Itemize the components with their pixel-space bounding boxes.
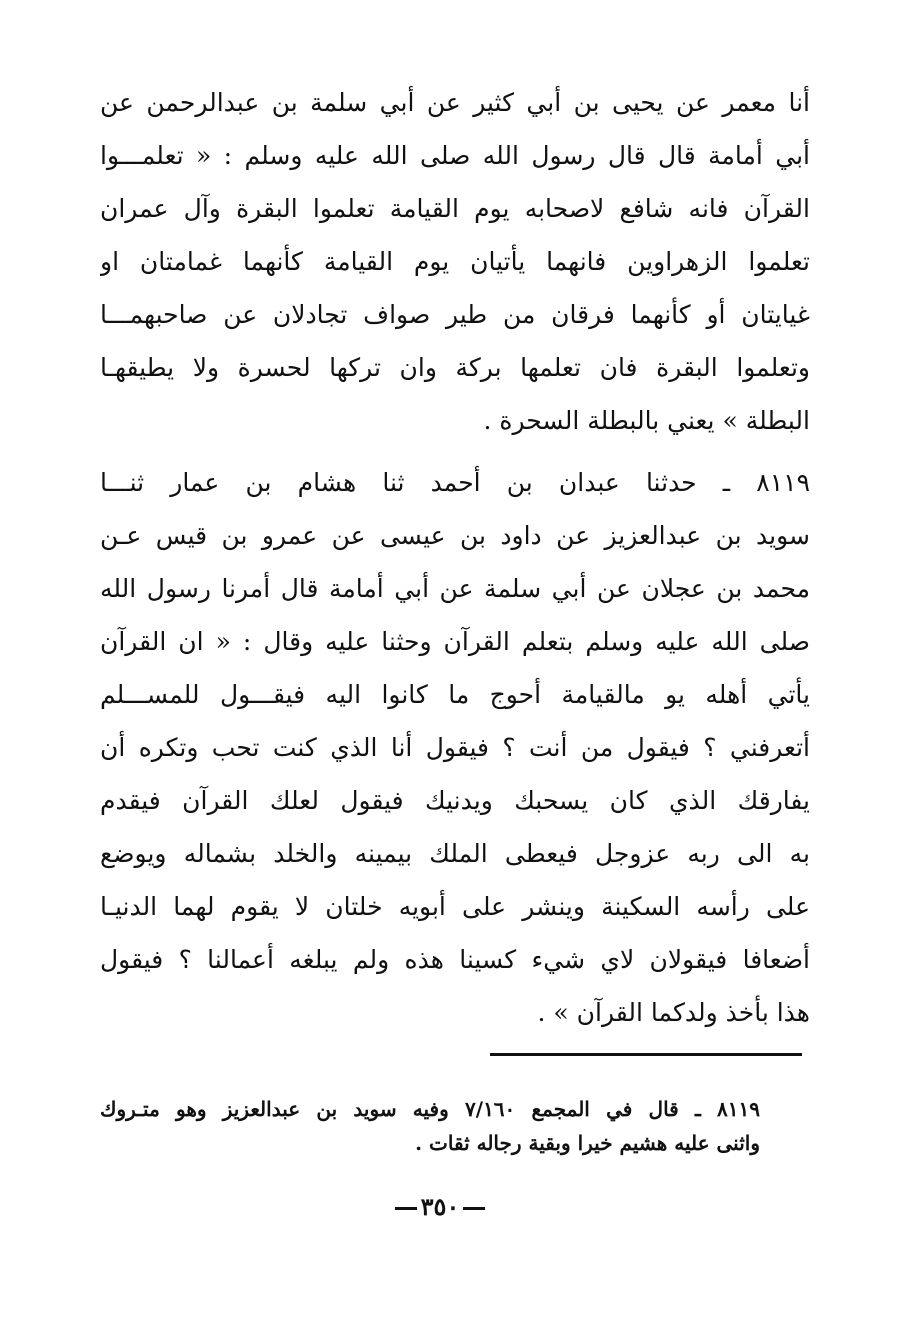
text-line: القرآن فانه شافع لاصحابه يوم القيامة تعلموا البقرة وآل عمران [100, 194, 810, 223]
page-number-value: ٣٥٠ [420, 1192, 460, 1221]
text-line: هذا بأخذ ولدكما القرآن » . [537, 998, 810, 1027]
page-number-dash-left [395, 1207, 417, 1210]
text-line: أنا معمر عن يحيى بن أبي كثير عن أبي سلمة بن عبدالرحمن عن [100, 88, 810, 117]
text-line: البطلة » يعني بالبطلة السحرة . [483, 406, 810, 435]
text-line: ٨١١٩ ـ حدثنا عبدان بن أحمد ثنا هشام بن عمار ثنـــا [100, 468, 810, 497]
footnote-line: واثنى عليه هشيم خيرا وبقية رجاله ثقات . [415, 1131, 760, 1155]
text-line: سويد بن عبدالعزيز عن داود بن عيسى عن عمرو بن قيس عـن [100, 521, 810, 550]
text-line: به الى ربه عزوجل فيعطى الملك بيمينه والخلد بشماله ويوضع [100, 839, 810, 868]
paragraph-hadith-8118-end [100, 76, 810, 447]
footnote [100, 1092, 760, 1160]
paragraph-hadith-8119 [100, 456, 810, 1039]
text-line: غيايتان أو كأنهما فرقان من طير صواف تجادلان عن صاحبهمـــا [100, 300, 810, 329]
text-line: يأتي أهله يو مالقيامة أحوج ما كانوا اليه فيقـــول للمســـلم [100, 680, 810, 709]
text-line: أتعرفني ؟ فيقول من أنت ؟ فيقول أنا الذي كنت تحب وتكره أن [100, 733, 810, 762]
footnote-divider [490, 1053, 802, 1056]
text-line: يفارقك الذي كان يسحبك ويدنيك فيقول لعلك القرآن فيقدم [100, 786, 810, 815]
text-line: صلى الله عليه وسلم بتعلم القرآن وحثنا عليه وقال : « ان القرآن [100, 627, 810, 656]
text-line: تعلموا الزهراوين فانهما يأتيان يوم القيامة كأنهما غمامتان او [100, 247, 810, 276]
text-line: على رأسه السكينة وينشر على أبويه خلتان لا يقوم لهما الدنيـا [100, 892, 810, 921]
text-line: أضعافا فيقولان لاي شيء كسينا هذه ولم يبلغه أعمالنا ؟ فيقول [100, 945, 810, 974]
text-line: محمد بن عجلان عن أبي سلمة عن أبي أمامة قال أمرنا رسول الله [100, 574, 810, 603]
page-number [380, 1192, 500, 1221]
page-number-dash-right [463, 1207, 485, 1210]
text-line: أبي أمامة قال قال رسول الله صلى الله عليه وسلم : « تعلمـــوا [100, 141, 810, 170]
footnote-line: ٨١١٩ ـ قال في المجمع ٧/١٦٠ وفيه سويد بن عبدالعزيز وهو متـروك [100, 1097, 760, 1121]
text-line: وتعلموا البقرة فان تعلمها بركة وان تركها لحسرة ولا يطيقهـا [100, 353, 810, 382]
